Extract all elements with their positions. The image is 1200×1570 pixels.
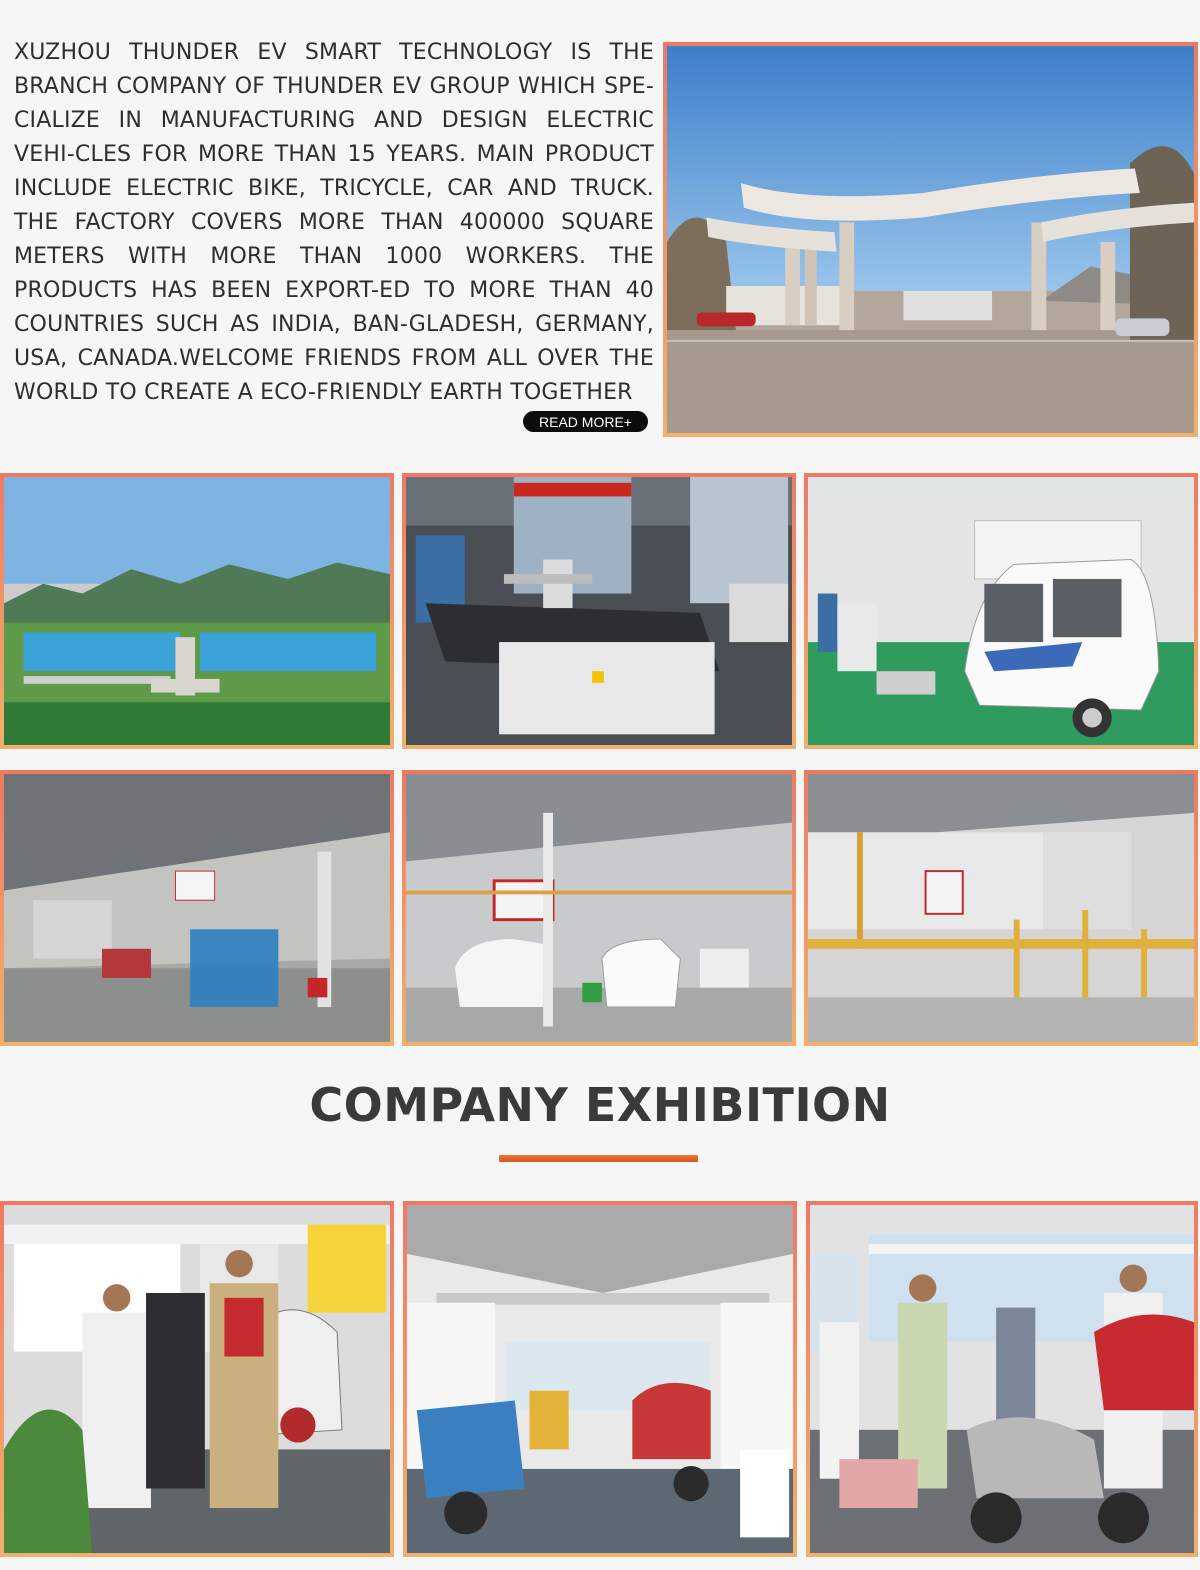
laser-cutter-photo — [402, 473, 796, 749]
section-title: COMPANY EXHIBITION — [309, 1078, 891, 1132]
frame-assembly-line-photo — [0, 770, 394, 1046]
company-intro-text: XUZHOU THUNDER EV SMART TECHNOLOGY IS THE BRANCH COMPANY OF THUNDER EV GROUP WHICH SPE-CIALIZE IN MANUFACTURING AND DESIGN ELECTRIC VEHI-CLES FOR MORE THAN 15 YEARS. MAIN PRODUCT INCLUDE ELECTRIC BIKE, TRICYCLE, CAR AND TRUCK. THE FACTORY COVERS MORE THAN 400000 SQUARE METERS WITH MORE THAN 1000 WORKERS. THE PRODUCTS HAS BEEN EXPORT-ED TO MORE THAN 40 COUNTRIES SUCH AS INDIA, BAN-GLADESH, GERMANY, USA, CANADA.WELCOME FRIENDS FROM ALL OVER THE WORLD TO CREATE A ECO-FRIENDLY EARTH TOGETHER — [14, 40, 654, 405]
exhibition-booth-photo-3 — [806, 1201, 1198, 1557]
tricycle-testing-photo — [804, 473, 1198, 749]
exhibition-booth-photo-2 — [403, 1201, 797, 1557]
read-more-button[interactable]: READ MORE+ — [523, 411, 648, 432]
title-underline — [499, 1155, 698, 1162]
final-assembly-line-photo — [402, 770, 796, 1046]
painting-workshop-photo — [804, 770, 1198, 1046]
factory-aerial-photo — [0, 473, 394, 749]
exhibition-booth-photo-1 — [0, 1201, 394, 1557]
factory-gate-photo — [663, 42, 1198, 437]
